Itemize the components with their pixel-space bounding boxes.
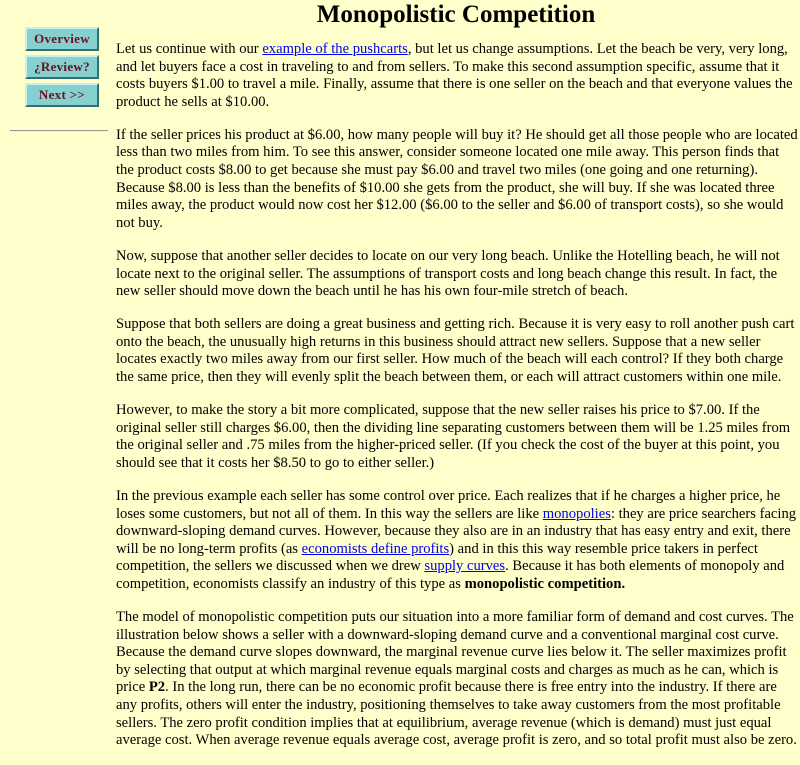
text: . Because it has both elements of monopoly and competition, economists classify an industry of this type as	[116, 558, 785, 592]
text: Suppose that both sellers are doing a great business and getting rich. Because it is very easy to roll another push cart onto the beach, the unusually high returns in this business should attract new sellers. Suppose that a new seller locates exactly two miles away from our first seller. How much of the beach will each control? If they both charge the same price, then they will evenly split the beach between them, or each will attract customers within one mile.	[116, 316, 795, 385]
page-title: Monopolistic Competition	[316, 1, 596, 28]
paragraph	[116, 609, 798, 750]
paragraph	[116, 248, 798, 301]
text: ) and in this this way resemble price takers in perfect competition, the sellers we discussed when we drew	[116, 540, 758, 575]
next-button[interactable]: Next >>	[25, 83, 99, 107]
article-body	[116, 41, 798, 765]
review-button[interactable]: ¿Review?	[25, 55, 99, 79]
nav-buttons	[25, 27, 99, 111]
text: If the seller prices his product at $6.00, how many people will buy it? He should get all those people who are located less than two miles from him. To see this answer, consider someone located one mile away. This person finds that the product costs $8.00 to get because she must pay $6.00 and travel two miles (one going and one returning). Because $8.00 is less than the benefits of $10.00 she gets from the product, she will buy. If she was located three miles away, the product would now cost her $12.00 ($6.00 to the seller and $6.00 of transport costs), so she would not buy.	[116, 126, 798, 231]
bold-text: P2	[148, 679, 166, 696]
paragraph	[116, 127, 798, 233]
paragraph	[116, 402, 798, 472]
text: Now, suppose that another seller decides to locate on our very long beach. Unlike the Hotelling beach, he will not locate next to the original seller. The assumptions of transport costs and long beach change this result. In fact, the new seller should move down the beach until he has his own four-mile stretch of beach.	[116, 247, 780, 300]
bold-text: monopolistic competition.	[464, 575, 626, 592]
horizontal-rule	[10, 130, 108, 132]
text: , but let us change assumptions. Let the beach be very, very long, and let buyers face a cost in traveling to and from sellers. To make this second assumption specific, assume that it costs buyers $1.00 to travel a mile. Finally, assume that there is one seller on the beach and that everyone values the product he sells at $10.00.	[116, 41, 793, 110]
link-economists-define-profits[interactable]: economists define profits	[301, 540, 450, 557]
text: . In the long run, there can be no economic profit because there is free entry into the industry. If there are any profits, others will enter the industry, positioning themselves to take away customers from the most profitable sellers. The zero profit condition implies that at equilibrium, average revenue (which is demand) must just equal average cost. When average revenue equals average cost, average profit is zero, and so total profit must also be zero.	[116, 679, 797, 749]
text: : they are price searchers facing downward-sloping demand curves. However, because they also are in an industry that has easy entry and exit, there will be no long-term profits (as	[116, 505, 797, 557]
paragraph	[116, 316, 798, 386]
text: However, to make the story a bit more complicated, suppose that the new seller raises his price to $7.00. If the original seller still charges $6.00, then the dividing line separating customers between them will be 1.25 miles from the original seller and .75 miles from the higher-priced seller. (If you check the cost of the buyer at this point, you should see that it costs her $8.50 to go to either seller.)	[116, 402, 791, 471]
text: In the previous example each seller has some control over price. Each realizes that if he charges a higher price, he loses some customers, but not all of them. In this way the sellers are like	[116, 487, 781, 522]
link-example-of-the-pushcarts[interactable]: example of the pushcarts	[262, 41, 408, 57]
link-monopolies[interactable]: monopolies	[542, 505, 611, 522]
text: The model of monopolistic competition puts our situation into a more familiar form of demand and cost curves. The illustration below shows a seller with a downward-sloping demand curve and a conventional marginal cost curve. Because the demand curve slopes downward, the marginal revenue curve lies below it. The seller maximizes profit by selecting that output at which marginal revenue equals marginal costs and charges as much as he can, which is price	[116, 609, 794, 696]
link-supply-curves[interactable]: supply curves	[424, 558, 506, 575]
paragraph	[116, 41, 798, 111]
paragraph	[116, 488, 798, 594]
overview-button[interactable]: Overview	[25, 27, 99, 51]
text: Let us continue with our	[116, 41, 263, 57]
